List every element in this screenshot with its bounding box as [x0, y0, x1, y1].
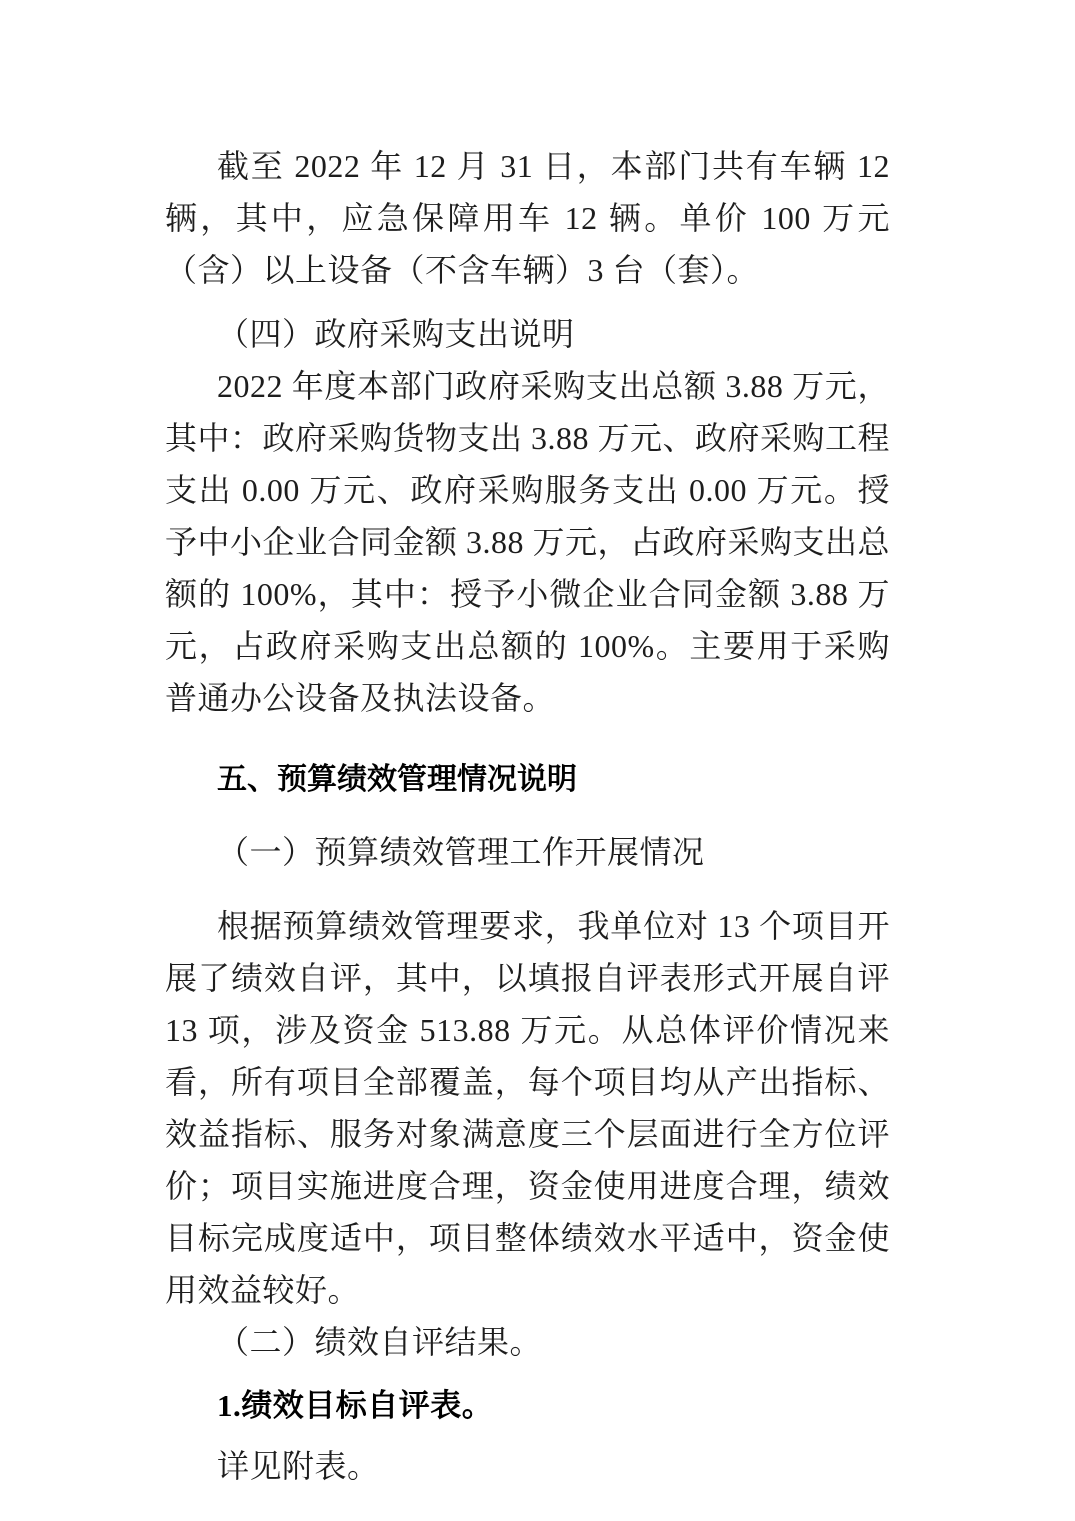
- paragraph-performance-self-evaluation: 根据预算绩效管理要求，我单位对 13 个项目开展了绩效自评，其中，以填报自评表形式开展自评 13 项，涉及资金 513.88 万元。从总体评价情况来看，所有项目全部覆盖，每个项目均从产出指标、效益指标、服务对象满意度三个层面进行全方位评价；项目实施进度合理，资金使用进度合理，绩效目标完成度适中，项目整体绩效水平适中，资金使用效益较好。: [165, 908, 890, 1308]
- paragraph-vehicles-equipment: 截至 2022 年 12 月 31 日，本部门共有车辆 12 辆，其中，应急保障用车 12 辆。单价 100 万元（含）以上设备（不含车辆）3 台（套）。: [165, 148, 890, 288]
- heading-subsection-two-self-evaluation-results: （二）绩效自评结果。: [217, 1324, 543, 1360]
- heading-section-five-performance: 五、预算绩效管理情况说明: [217, 763, 577, 796]
- paragraph-procurement-details: 2022 年度本部门政府采购支出总额 3.88 万元，其中：政府采购货物支出 3.88 万元、政府采购工程支出 0.00 万元、政府采购服务支出 0.00 万元。授予中小企业合同金额 3.88 万元，占政府采购支出总额的 100%，其中：授予小微企业合同金额 3.88 万元，占政府采购支出总额的 100%。主要用于采购普通办公设备及执法设备。: [165, 368, 891, 716]
- paragraph-see-attachment: 详见附表。: [217, 1448, 380, 1484]
- heading-section-four-procurement: （四）政府采购支出说明: [217, 316, 575, 352]
- heading-subsection-one-performance-work: （一）预算绩效管理工作开展情况: [217, 834, 705, 870]
- heading-performance-target-table: 1.绩效目标自评表。: [217, 1388, 494, 1423]
